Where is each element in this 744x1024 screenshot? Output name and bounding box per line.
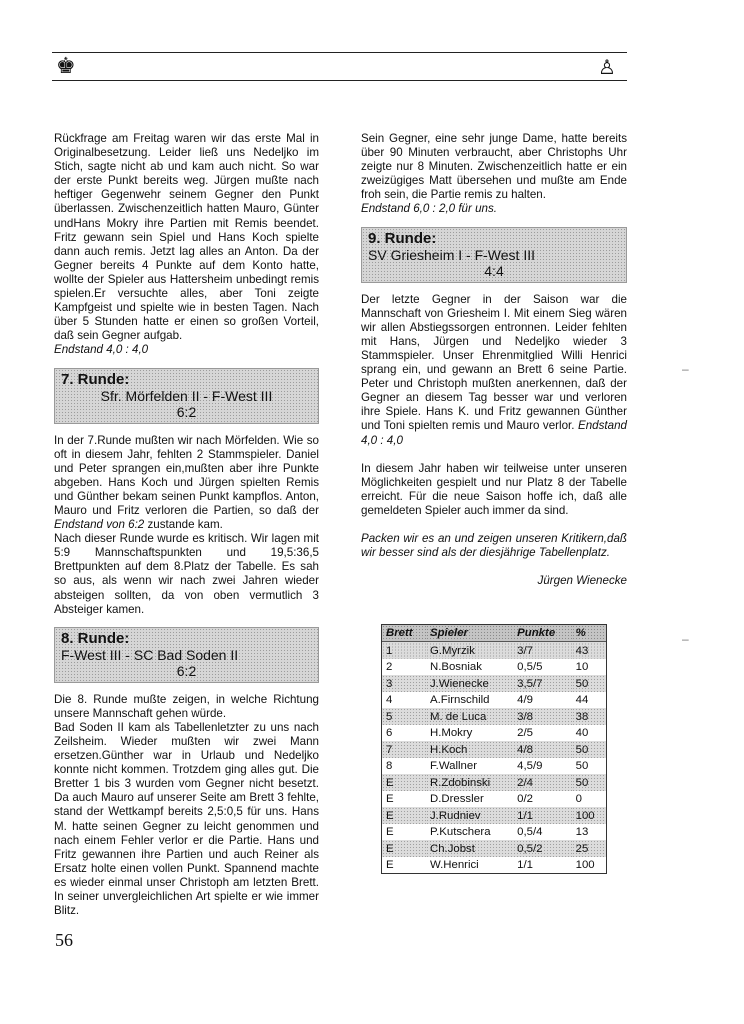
table-row xyxy=(382,708,606,725)
results-table xyxy=(381,624,607,874)
paragraph: Bad Soden II kam als Tabellenletzter zu uns nach Zeilsheim. Wieder mußten wir zwei Mann ersetzen.Günther war in Urlaub und Nedeljko konnte nicht kommen. Trotzdem ging alles gut. Die Bretter 1 bis 3 wurden vom Gegner nicht besetzt. Da auch Mauro auf unserer Seite am Brett 3 fehlte, stand der Wettkampf bereits 2,5:0,5 für uns. Hans M. hatte seinen Gegner zu leicht genommen und nach einem Fehler verlor er die Partie. Hans und Fritz gewannen ihre Partien und auch Reiner als Ersatz holte einen vollen Punkt. Spannend machte es wieder einmal unser Christoph am letzten Brett. In seiner unvergleichlichen Art spielte er wie immer Blitz. xyxy=(54,720,319,918)
table-cell: 10 xyxy=(575,661,589,674)
table-cell: N.Bosniak xyxy=(429,661,482,674)
table-row xyxy=(382,741,606,758)
table-cell: 2/4 xyxy=(513,774,571,791)
table-cell: 0 xyxy=(575,793,582,806)
table-cell: 4/8 xyxy=(513,741,571,758)
table-cell: 25 xyxy=(572,840,606,857)
table-cell: 44 xyxy=(575,694,589,707)
table-header-row xyxy=(382,625,606,642)
table-cell: F.Wallner xyxy=(429,760,478,773)
table-cell: 1/1 xyxy=(513,807,571,824)
table-row xyxy=(382,659,606,676)
round-9-box xyxy=(361,227,627,283)
table-row xyxy=(382,807,606,824)
table-cell: 43 xyxy=(572,642,606,659)
paragraph: Sein Gegner, eine sehr junge Dame, hatte bereits über 90 Minuten verbraucht, aber Christophs Uhr zeigte nur 8 Minuten. Zwischenzeitlich hatte er ein zweizügiges Matt übersehen und mußte am Ende froh sein, die Partie remis zu halten. xyxy=(361,132,627,202)
table-cell: E xyxy=(382,840,426,857)
round-teams: Sfr. Mörfelden II - F-West III xyxy=(100,387,273,404)
round-title: 9. Runde: xyxy=(368,229,437,247)
paragraph: In diesem Jahr haben wir teilweise unter unseren Möglichkeiten gespielt und nur Platz 8 der Tabelle erreicht. Für die neue Saison hoffe ich, daß alle gemeldeten Spieler auch immer da sind. xyxy=(361,461,627,517)
table-row xyxy=(382,791,606,808)
round-score: 6:2 xyxy=(176,403,197,420)
table-cell: 4/9 xyxy=(517,694,534,707)
header-rule-bottom xyxy=(52,80,627,81)
round-title: 7. Runde: xyxy=(61,370,130,388)
paragraph: Rückfrage am Freitag waren wir das erste Mal in Originalbesetzung. Leider ließ uns Nedeljko im Stich, sagte nicht ab und kam auch nicht. So war der erste Punkt bereits weg. Jürgen mußte nach heftiger Gegenwehr seinem Gegner den Punkt überlassen. Zwischenzeitlich hatten Mauro, Günter undHans Mokry ihre Partien mit Remis beendet. Fritz gewann sein Spiel und Hans Koch spielte dann auch remis. Jetzt lag alles an Anton. Da der Gegner bereits 4 Punkte auf dem Konto hatte, wollte der Spieler aus Hattersheim unbedingt remis spielen.Er versuchte alles, aber Toni zeigte Kampfgeist und spielte wie in besten Tagen. Nach über 5 Stunden hatte er einen so großen Vorteil, daß sein Gegner aufgab. xyxy=(54,132,319,343)
table-cell: H.Mokry xyxy=(429,727,473,740)
round-7-box xyxy=(54,368,319,424)
table-cell: R.Zdobinski xyxy=(426,774,513,791)
table-row xyxy=(382,774,606,791)
table-cell: J.Rudniev xyxy=(426,807,513,824)
column-header: % xyxy=(572,625,606,642)
table-cell: 1 xyxy=(382,642,426,659)
table-cell: 3/7 xyxy=(513,642,571,659)
table-cell: 3,5/7 xyxy=(513,675,571,692)
column-header: Spieler xyxy=(426,625,513,642)
table-cell: 13 xyxy=(575,826,589,839)
table-cell: 6 xyxy=(386,727,393,740)
table-row xyxy=(382,642,606,659)
table-cell: 1/1 xyxy=(517,859,534,872)
table-row xyxy=(382,758,606,775)
margin-mark: – xyxy=(682,632,689,646)
table-row xyxy=(382,840,606,857)
table-cell: E xyxy=(386,826,394,839)
table-cell: D.Dressler xyxy=(429,793,484,806)
table-cell: A.Firnschild xyxy=(429,694,490,707)
table-cell: H.Koch xyxy=(426,741,513,758)
table-cell: 0/2 xyxy=(517,793,534,806)
table-cell: 40 xyxy=(575,727,589,740)
table-cell: 100 xyxy=(572,807,606,824)
round-score: 6:2 xyxy=(176,662,197,679)
table-cell: 50 xyxy=(575,760,589,773)
table-cell: 4,5/9 xyxy=(517,760,543,773)
round-title: 8. Runde: xyxy=(61,629,130,647)
paragraph: Nach dieser Runde wurde es kritisch. Wir lagen mit 5:9 Mannschaftspunkten und 19,5:36,5 Brettpunkten auf dem 8.Platz der Tabelle. Es sah so aus, als wenn wir nach zwei Jahren wieder absteigen sollten, da von oben vermutlich 3 Absteiger kamen. xyxy=(54,532,319,616)
chess-pawn-icon: ♙ xyxy=(598,55,616,79)
round-8-box xyxy=(54,627,319,683)
final-score: Endstand 4,0 : 4,0 xyxy=(54,343,149,357)
table-cell: E xyxy=(386,859,394,872)
chess-king-icon: ♚ xyxy=(56,54,76,79)
table-cell: 7 xyxy=(382,741,426,758)
table-cell: E xyxy=(386,793,394,806)
paragraph: Der letzte Gegner in der Saison war die Mannschaft von Griesheim I. Mit einem Sieg wären wir allen Abstiegssorgen entronnen. Leider fehlten mit Hans, Jürgen und Nedeljko wieder 3 Stammspieler. Unser Ehrenmitglied Willi Henrici sprang ein, und gewann an Brett 6 seine Partie. Peter und Christoph mußten anerkennen, daß der Gegner an diesem Tag besser war und verloren ihre Spiele. Hans K. und Fritz gewannen Günther und Toni spielten remis und Mauro verlor. Endstand 4,0 : 4,0 xyxy=(361,292,627,447)
table-cell: 4 xyxy=(386,694,393,707)
margin-mark: – xyxy=(682,362,689,376)
table-cell: E xyxy=(382,774,426,791)
page-number: 56 xyxy=(55,930,73,950)
right-column xyxy=(361,132,627,878)
table-cell: Ch.Jobst xyxy=(426,840,513,857)
table-cell: 5 xyxy=(382,708,426,725)
table-cell: 100 xyxy=(575,859,595,872)
round-teams: F-West III - SC Bad Soden II xyxy=(61,646,239,663)
table-cell: 8 xyxy=(386,760,393,773)
paragraph: Die 8. Runde mußte zeigen, in welche Richtung unsere Mannschaft gehen würde. xyxy=(54,692,319,720)
table-cell: W.Henrici xyxy=(429,859,479,872)
table-cell: E xyxy=(382,807,426,824)
table-cell: 50 xyxy=(572,774,606,791)
table-cell: 38 xyxy=(572,708,606,725)
table-cell: J.Wienecke xyxy=(426,675,513,692)
table-cell: 50 xyxy=(572,741,606,758)
table-cell: 2 xyxy=(386,661,393,674)
round-score: 4:4 xyxy=(484,262,504,279)
round-teams: SV Griesheim I - F-West III xyxy=(368,246,535,263)
table-row xyxy=(382,675,606,692)
paragraph: Packen wir es an und zeigen unseren Kritikern,daß wir besser sind als der diesjährige Tabellenplatz. xyxy=(361,531,627,560)
table-cell: G.Myrzik xyxy=(426,642,513,659)
table-row xyxy=(382,692,606,709)
table-cell: 50 xyxy=(572,675,606,692)
column-header: Punkte xyxy=(513,625,571,642)
table-cell: 3 xyxy=(382,675,426,692)
table-cell: 0,5/5 xyxy=(517,661,543,674)
left-column xyxy=(54,132,319,918)
table-cell: 3/8 xyxy=(513,708,571,725)
column-header: Brett xyxy=(382,625,426,642)
paragraph: In der 7.Runde mußten wir nach Mörfelden. Wie so oft in diesem Jahr, fehlten 2 Stammspieler. Daniel und Peter sprangen ein,mußten aber ihre Punkte abgeben. Hans Koch und Jürgen spielten Remis und Günther bekam seinen Punkt kampflos. Anton, Mauro und Fritz verloren die Partien, so daß der Endstand von 6:2 zustande kam. xyxy=(54,433,319,532)
table-cell: P.Kutschera xyxy=(429,826,491,839)
table-row xyxy=(382,824,606,841)
table-row xyxy=(382,725,606,742)
table-cell: 0,5/2 xyxy=(513,840,571,857)
table-row xyxy=(382,857,606,874)
signature: Jürgen Wienecke xyxy=(537,574,627,588)
table-cell: 2/5 xyxy=(517,727,534,740)
header-rule-top xyxy=(52,52,627,53)
table-cell: M. de Luca xyxy=(426,708,513,725)
table-cell: 0,5/4 xyxy=(517,826,543,839)
final-score: Endstand 6,0 : 2,0 für uns. xyxy=(361,202,497,216)
